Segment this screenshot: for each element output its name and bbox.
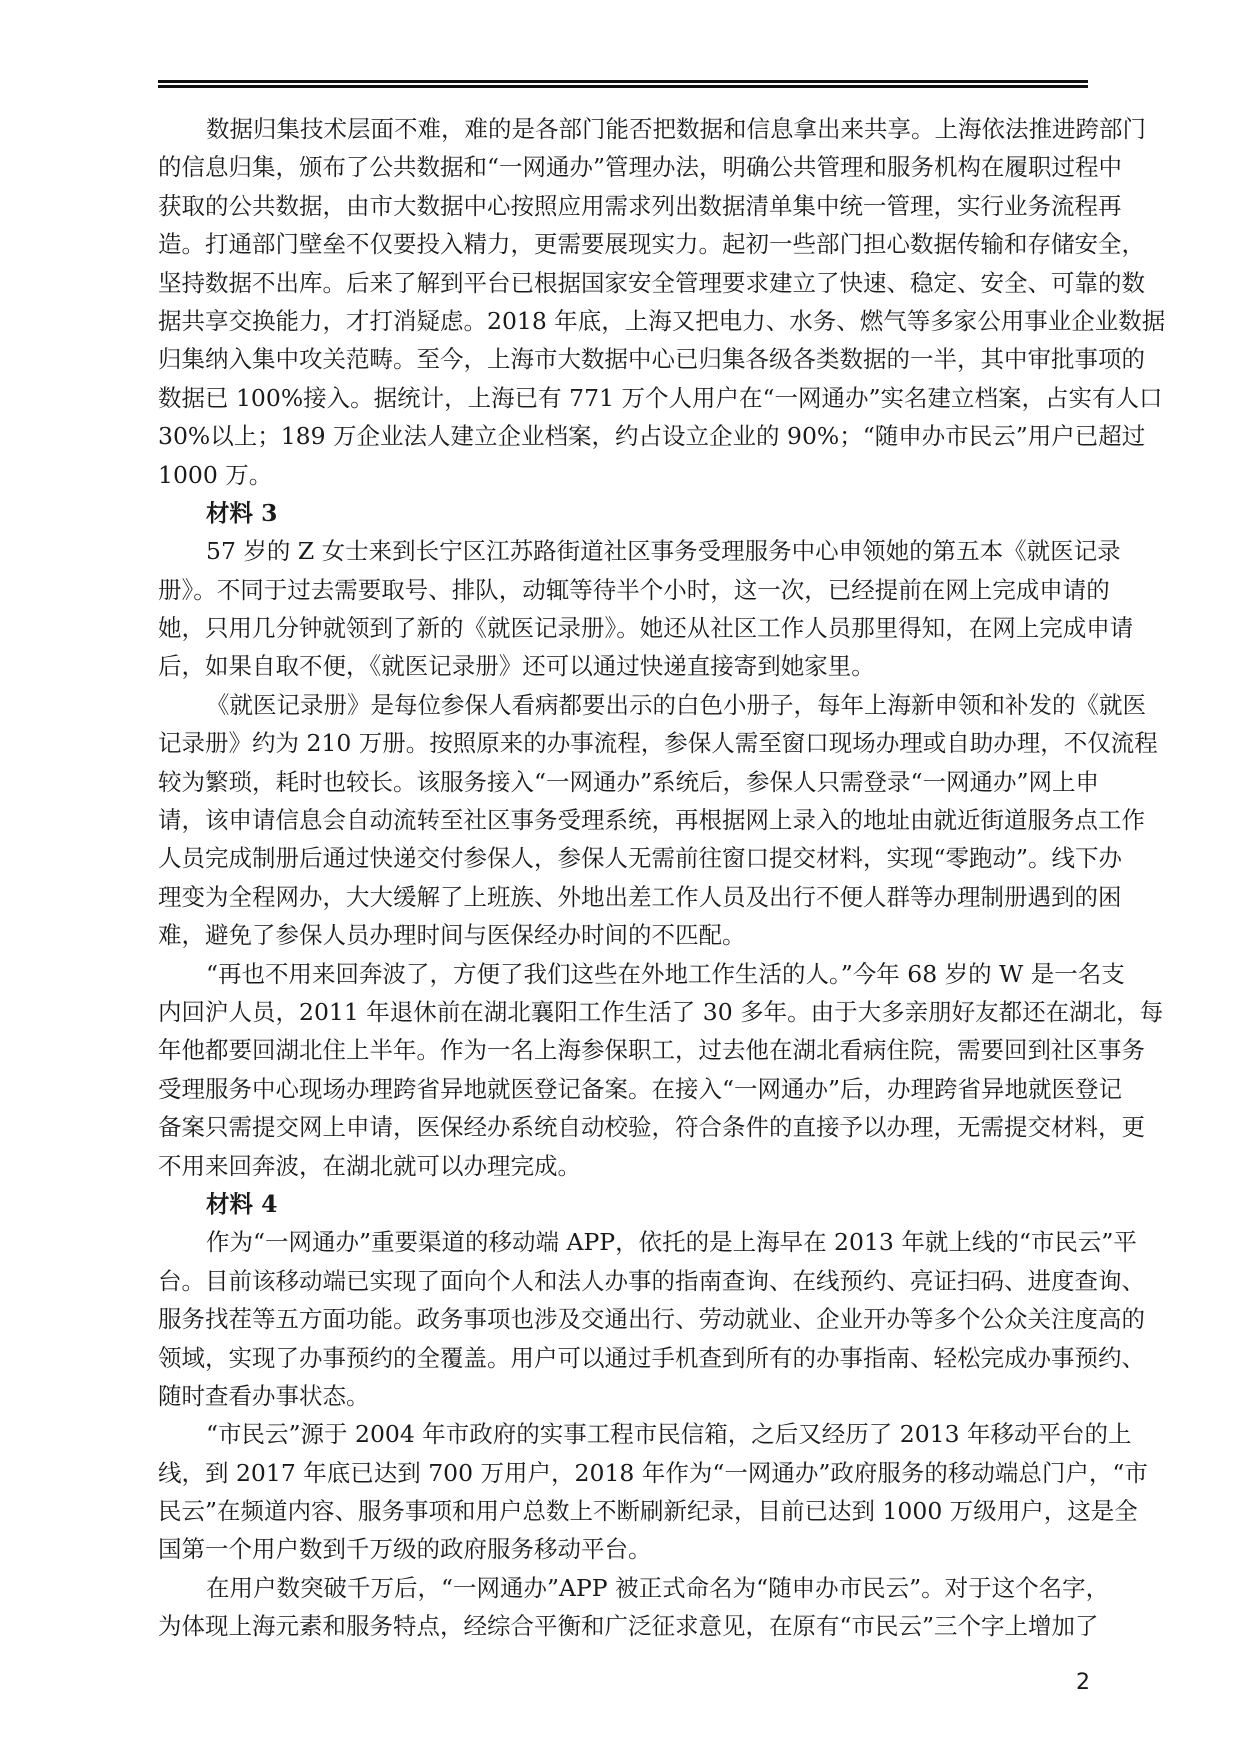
text-line: 较为繁琐，耗时也较长。该服务接入“一网通办”系统后，参保人只需登录“一网通办”网上申 [158,767,1100,796]
text-line: 造。打通部门壁垒不仅要投入精力，更需要展现实力。起初一些部门担心数据传输和存储安全， [158,230,1145,259]
paragraph [158,955,1164,1185]
text-line: 领域，实现了办事预约的全覆盖。用户可以通过手机查到所有的办事指南、轻松完成办事预约、 [158,1343,1145,1372]
text-line: 作为“一网通办”重要渠道的移动端 APP，依托的是上海早在 2013 年就上线的“市民云”平 [206,1228,1137,1257]
paragraph [158,1223,1145,1415]
header-rule-thin [158,85,1088,88]
paragraph [158,110,1166,494]
text-line: 30%以上；189 万企业法人建立企业档案，约占设立企业的 90%；“随申办市民云”用户已超过 [158,422,1146,451]
text-line: 台。目前该移动端已实现了面向个人和法人办事的指南查询、在线预约、亮证扫码、进度查询、 [158,1266,1145,1295]
section-heading [158,494,1088,532]
text-line: 归集纳入集中攻关范畴。至今，上海市大数据中心已归集各级各类数据的一半，其中审批事项的 [158,345,1145,374]
heading-text: 材料 4 [206,1189,278,1218]
heading-text: 材料 3 [206,498,278,527]
text-line: “再也不用来回奔波了，方便了我们这些在外地工作生活的人。”今年 68 岁的 W 是一名支 [206,959,1125,988]
paragraph [158,686,1158,955]
header-rule-thick [158,80,1088,83]
text-line: 据共享交换能力，才打消疑虑。2018 年底，上海又把电力、水务、燃气等多家公用事业企业数据 [158,306,1166,335]
text-line: 人员完成制册后通过快递交付参保人，参保人无需前往窗口提交材料，实现“零跑动”。线下办 [158,844,1123,873]
text-line: 民云”在频道内容、服务事项和用户总数上不断刷新纪录，目前已达到 1000 万级用户，这是全 [158,1497,1138,1526]
page-number: 2 [1076,1670,1090,1695]
text-line: 请，该申请信息会自动流转至社区事务受理系统，再根据网上录入的地址由就近街道服务点工作 [158,806,1145,835]
text-line: 不用来回奔波，在湖北就可以办理完成。 [158,1151,581,1180]
section-heading [158,1185,1088,1223]
text-line: 为体现上海元素和服务特点，经综合平衡和广泛征求意见，在原有“市民云”三个字上增加了 [158,1612,1099,1641]
text-line: 线，到 2017 年底已达到 700 万用户，2018 年作为“一网通办”政府服务的移动端总门户，“市 [158,1458,1148,1487]
text-line: 数据归集技术层面不难，难的是各部门能否把数据和信息拿出来共享。上海依法推进跨部门 [206,115,1146,143]
text-line: 她，只用几分钟就领到了新的《就医记录册》。她还从社区工作人员那里得知，在网上完成申请 [158,614,1134,643]
text-line: 册》。不同于过去需要取号、排队，动辄等待半个小时，这一次，已经提前在网上完成申请的 [158,575,1110,604]
paragraph [158,1569,1110,1646]
text-line: 服务找茬等五方面功能。政务事项也涉及交通出行、劳动就业、企业开办等多个公众关注度高的 [158,1305,1145,1334]
document-body [158,110,1166,1646]
text-line: 《就医记录册》是每位参保人看病都要出示的白色小册子，每年上海新申领和补发的《就医 [206,690,1146,719]
text-line: 年他都要回湖北住上半年。作为一名上海参保职工，过去他在湖北看病住院，需要回到社区事务 [158,1036,1145,1065]
text-line: 理变为全程网办，大大缓解了上班族、外地出差工作人员及出行不便人群等办理制册遇到的困 [158,882,1122,911]
text-line: 后，如果自取不便，《就医记录册》还可以通过快递直接寄到她家里。 [158,652,875,681]
text-line: “市民云”源于 2004 年市政府的实事工程市民信箱，之后又经历了 2013 年移动平台的上 [206,1420,1132,1449]
text-line: 坚持数据不出库。后来了解到平台已根据国家安全管理要求建立了快速、稳定、安全、可靠的数 [158,268,1145,297]
text-line: 记录册》约为 210 万册。按照原来的办事流程，参保人需至窗口现场办理或自助办理，不仅流程 [158,729,1158,758]
text-line: 57 岁的 Z 女士来到长宁区江苏路街道社区事务受理服务中心申领她的第五本《就医记录 [206,537,1121,566]
paragraph [158,1415,1148,1569]
text-line: 内回沪人员，2011 年退休前在湖北襄阳工作生活了 30 多年。由于大多亲朋好友都还在湖北，每 [158,997,1164,1026]
text-line: 数据已 100%接入。据统计，上海已有 771 万个人用户在“一网通办”实名建立档案，占实有人口 [158,383,1163,412]
text-line: 国第一个用户数到千万级的政府服务移动平台。 [158,1535,652,1564]
text-line: 随时查看办事状态。 [158,1381,370,1410]
paragraph [158,532,1134,686]
text-line: 在用户数突破千万后，“一网通办”APP 被正式命名为“随申办市民云”。对于这个名字， [206,1573,1110,1602]
text-line: 难，避免了参保人员办理时间与医保经办时间的不匹配。 [158,921,746,950]
text-line: 获取的公共数据，由市大数据中心按照应用需求列出数据清单集中统一管理，实行业务流程再 [158,191,1122,220]
text-line: 备案只需提交网上申请，医保经办系统自动校验，符合条件的直接予以办理，无需提交材料，更 [158,1113,1145,1142]
text-line: 1000 万。 [158,460,273,489]
text-line: 的信息归集，颁布了公共数据和“一网通办”管理办法，明确公共管理和服务机构在履职过程中 [158,153,1123,182]
text-line: 受理服务中心现场办理跨省异地就医登记备案。在接入“一网通办”后，办理跨省异地就医登记 [158,1074,1123,1103]
